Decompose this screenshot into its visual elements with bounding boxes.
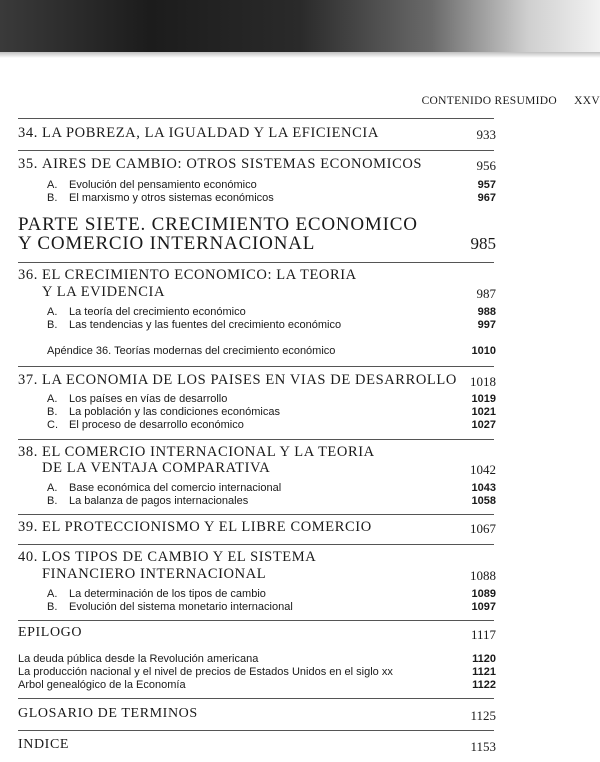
section-37c[interactable]: [47, 419, 244, 431]
separator: [18, 262, 494, 263]
part-seven-page: 985: [470, 234, 496, 253]
chapter-title: EL COMERCIO INTERNACIONAL Y LA TEORIA: [42, 444, 375, 460]
section-title: Evolución del pensamiento económico: [69, 179, 257, 191]
chapter-34-page: 933: [476, 127, 496, 142]
section-37c-page: 1027: [471, 419, 496, 431]
chapter-37-page: 1018: [470, 374, 496, 389]
separator: [18, 514, 494, 515]
section-35b[interactable]: [47, 192, 274, 204]
chapter-40[interactable]: [18, 549, 316, 566]
section-letter: B.: [47, 319, 58, 331]
epilogo-item-2[interactable]: La producción nacional y el nivel de precios de Estados Unidos en el siglo xx: [18, 666, 393, 678]
epilogo-item-3-page: 1122: [472, 679, 496, 691]
running-head-page: XXV: [574, 95, 600, 107]
chapter-34[interactable]: [18, 125, 379, 142]
chapter-35-page: 956: [476, 158, 496, 173]
section-letter: B.: [47, 495, 58, 507]
section-38a[interactable]: [47, 482, 281, 494]
section-36a-page: 988: [477, 306, 496, 318]
chapter-title: EL CRECIMIENTO ECONOMICO: LA TEORIA: [42, 267, 357, 283]
separator: [18, 150, 494, 151]
section-title: Base económica del comercio internacional: [69, 482, 282, 494]
running-head-title: CONTENIDO RESUMIDO: [421, 95, 557, 107]
part-seven-line2[interactable]: Y COMERCIO INTERNACIONAL: [18, 233, 316, 254]
section-title: Las tendencias y las fuentes del crecimiento económico: [69, 319, 342, 331]
chapter-title: LA ECONOMIA DE LOS PAISES EN VIAS DE DESARROLLO: [42, 372, 457, 388]
chapter-number: 39.: [18, 519, 38, 535]
chapter-35[interactable]: [18, 156, 422, 173]
section-letter: A.: [47, 179, 58, 191]
chapter-title: LA POBREZA, LA IGUALDAD Y LA EFICIENCIA: [42, 125, 379, 141]
chapter-40-line2: FINANCIERO INTERNACIONAL: [42, 566, 267, 582]
chapter-36[interactable]: [18, 267, 357, 284]
chapter-title: EL PROTECCIONISMO Y EL LIBRE COMERCIO: [42, 519, 372, 535]
section-38a-page: 1043: [471, 482, 496, 494]
section-title: La determinación de los tipos de cambio: [69, 588, 266, 600]
epilogo-page: 1117: [470, 627, 496, 642]
epilogo-title[interactable]: EPILOGO: [18, 625, 83, 640]
chapter-number: 36.: [18, 267, 38, 283]
separator: [18, 439, 494, 440]
separator: [18, 366, 494, 367]
section-letter: B.: [47, 406, 58, 418]
section-title: El marxismo y otros sistemas económicos: [69, 192, 274, 204]
section-letter: A.: [47, 306, 58, 318]
section-40b-page: 1097: [471, 601, 496, 613]
chapter-36-page: 987: [476, 286, 496, 301]
section-37b-page: 1021: [471, 406, 496, 418]
section-36b-page: 997: [477, 319, 496, 331]
epilogo-item-3[interactable]: Arbol genealógico de la Economía: [18, 679, 186, 691]
separator: [18, 544, 494, 545]
appendix-36[interactable]: Apéndice 36. Teorías modernas del crecimiento económico: [47, 345, 336, 357]
section-37a-page: 1019: [471, 393, 496, 405]
chapter-title: AIRES DE CAMBIO: OTROS SISTEMAS ECONOMICOS: [42, 156, 423, 172]
section-40a[interactable]: [47, 588, 266, 600]
section-letter: B.: [47, 601, 58, 613]
chapter-number: 34.: [18, 125, 38, 141]
glosario-page: 1125: [470, 708, 496, 723]
section-36a[interactable]: [47, 306, 246, 318]
chapter-39-page: 1067: [470, 521, 496, 536]
section-38b[interactable]: [47, 495, 248, 507]
chapter-title: LOS TIPOS DE CAMBIO Y EL SISTEMA: [42, 549, 317, 565]
section-letter: B.: [47, 192, 58, 204]
chapter-number: 40.: [18, 549, 38, 565]
glosario-title[interactable]: GLOSARIO DE TERMINOS: [18, 706, 198, 721]
epilogo-item-1-page: 1120: [472, 653, 496, 665]
chapter-38[interactable]: [18, 444, 375, 461]
section-40a-page: 1089: [471, 588, 496, 600]
section-letter: A.: [47, 482, 58, 494]
epilogo-item-2-page: 1121: [472, 666, 496, 678]
section-36b[interactable]: [47, 319, 341, 331]
section-37b[interactable]: [47, 406, 280, 418]
appendix-36-page: 1010: [471, 345, 496, 357]
section-letter: C.: [47, 419, 58, 431]
chapter-37[interactable]: [18, 372, 457, 389]
section-35b-page: 967: [477, 192, 496, 204]
chapter-number: 35.: [18, 156, 38, 172]
section-38b-page: 1058: [471, 495, 496, 507]
epilogo-item-1[interactable]: La deuda pública desde la Revolución americana: [18, 653, 259, 665]
section-title: La balanza de pagos internacionales: [69, 495, 249, 507]
chapter-38-line2: DE LA VENTAJA COMPARATIVA: [42, 460, 271, 476]
separator: [18, 698, 494, 699]
indice-page: 1153: [470, 739, 496, 754]
section-title: El proceso de desarrollo económico: [69, 419, 244, 431]
section-letter: A.: [47, 588, 58, 600]
section-35a-page: 957: [477, 179, 496, 191]
section-35a[interactable]: [47, 179, 257, 191]
chapter-40-page: 1088: [470, 568, 496, 583]
chapter-39[interactable]: [18, 519, 372, 536]
chapter-36-line2: Y LA EVIDENCIA: [42, 284, 166, 300]
separator: [18, 118, 494, 119]
running-head: [422, 95, 600, 107]
section-40b[interactable]: [47, 601, 293, 613]
separator: [18, 620, 494, 621]
chapter-number: 37.: [18, 372, 38, 388]
section-title: La población y las condiciones económicas: [69, 406, 280, 418]
chapter-number: 38.: [18, 444, 38, 460]
indice-title[interactable]: INDICE: [18, 737, 70, 752]
page-edge-shadow: [0, 0, 600, 52]
section-letter: A.: [47, 393, 58, 405]
section-37a[interactable]: [47, 393, 227, 405]
separator: [18, 730, 494, 731]
chapter-38-page: 1042: [470, 462, 496, 477]
part-seven-line1[interactable]: PARTE SIETE. CRECIMIENTO ECONOMICO: [18, 214, 418, 235]
section-title: Los países en vías de desarrollo: [69, 393, 228, 405]
section-title: Evolución del sistema monetario internacional: [69, 601, 293, 613]
section-title: La teoría del crecimiento económico: [69, 306, 246, 318]
